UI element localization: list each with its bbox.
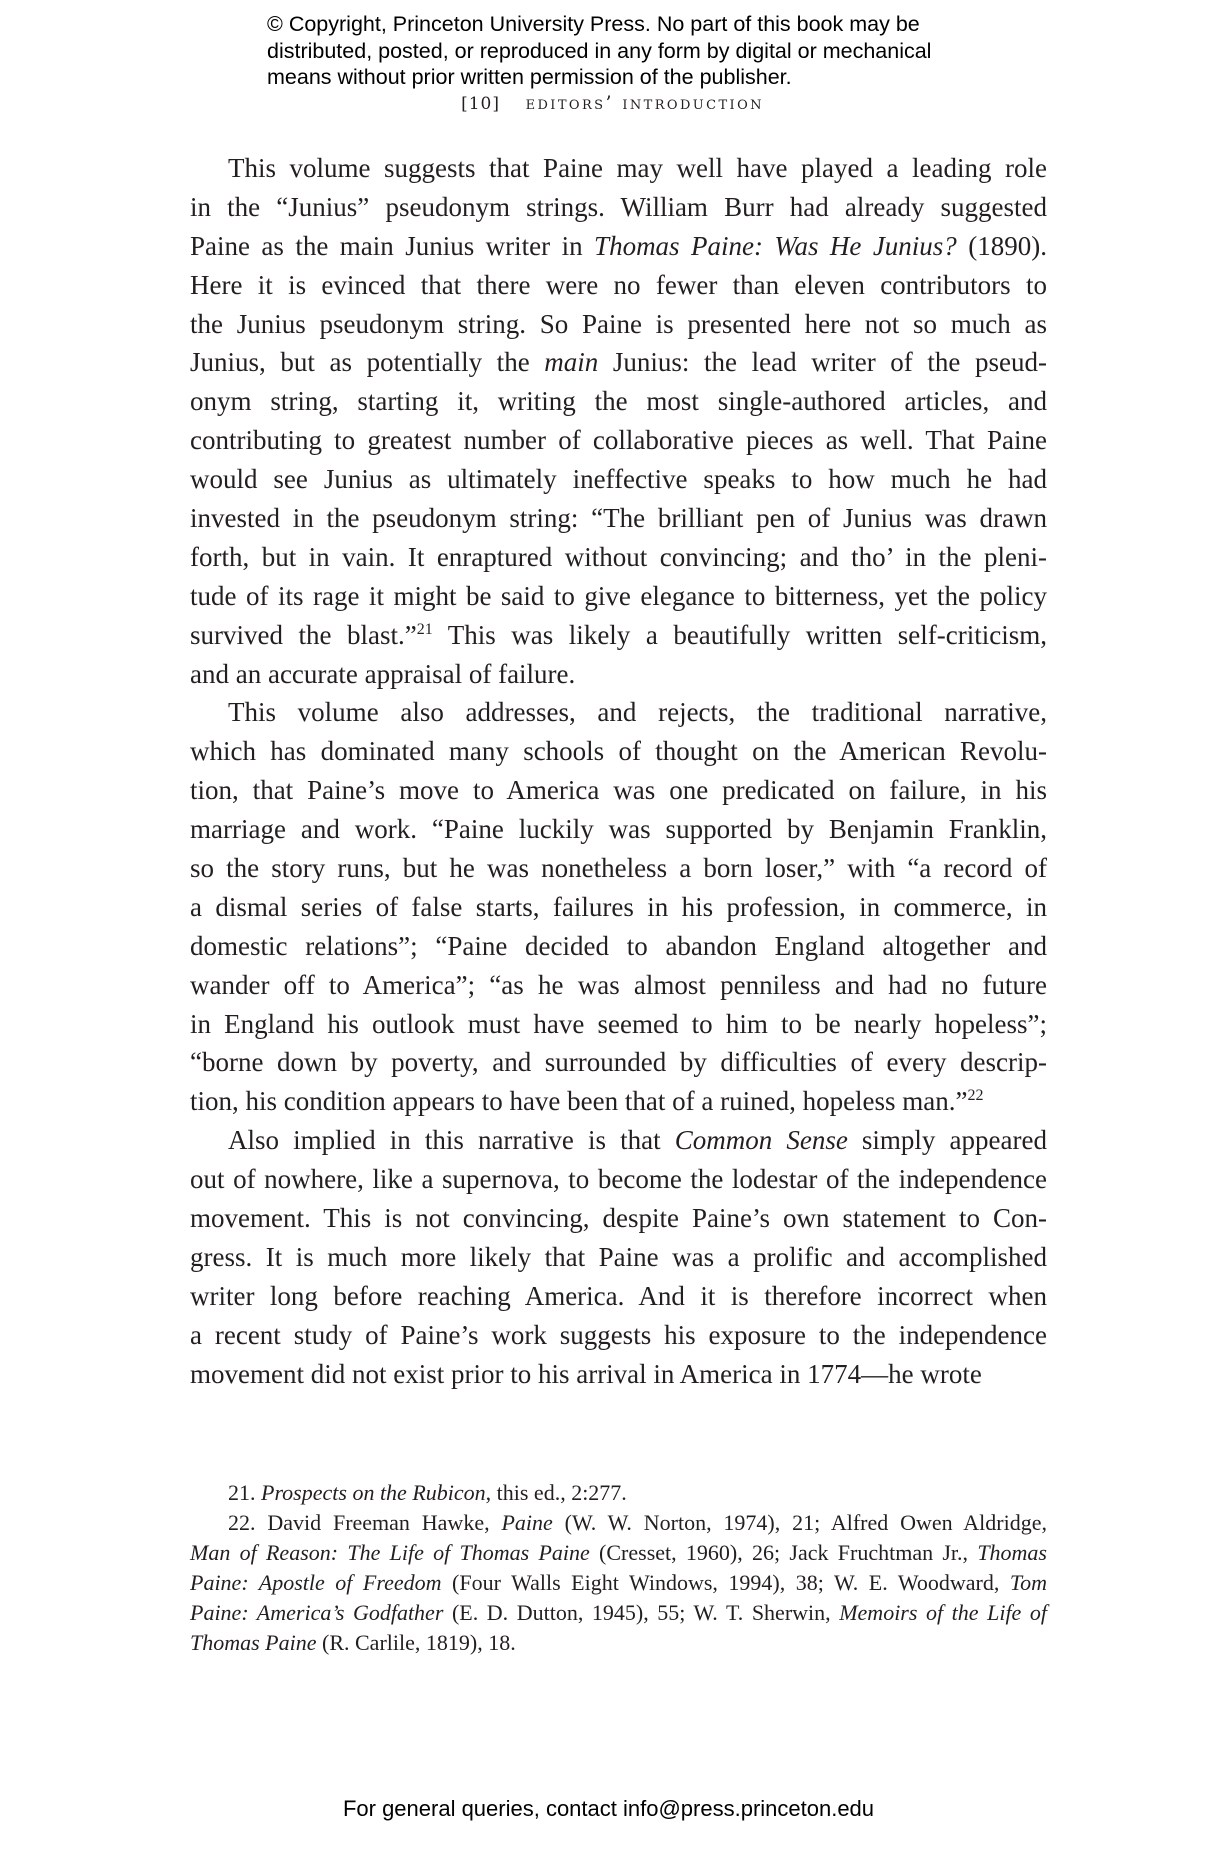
italic-title: Tom (1009, 1570, 1047, 1595)
text-line: This volume also addresses, and rejects, the traditional narrative, (228, 697, 1047, 728)
copyright-line: distributed, posted, or reproduced in any form by digital or mechanical (267, 38, 932, 63)
contact-text: For general queries, contact info@press.princeton.edu (342, 1796, 875, 1821)
text-line: “borne down by poverty, and surrounded by difficulties of every descrip- (190, 1047, 1047, 1078)
footnote-reference[interactable]: 22 (967, 1087, 984, 1105)
text-line: a dismal series of false starts, failures in his profession, in commerce, in (190, 891, 1047, 922)
footnote (190, 1478, 1047, 1508)
italic-title: Paine: America’s Godfather (190, 1600, 444, 1625)
footnote-number: 21. (228, 1480, 256, 1505)
text-line: and an accurate appraisal of failure. (190, 658, 576, 689)
footnote-line: Paine: Apostle of Freedom (Four Walls Eight Windows, 1994), 38; W. E. Woodward, Tom (190, 1570, 1047, 1595)
italic-title: Memoirs of the Life of (839, 1600, 1047, 1625)
text-line: invested in the pseudonym string: “The brilliant pen of Junius was drawn (190, 503, 1047, 534)
body-text (190, 149, 1047, 1394)
text-line: tion, that Paine’s move to America was one predicated on failure, in his (190, 775, 1047, 806)
text-line: a recent study of Paine’s work suggests his exposure to the independence (190, 1319, 1047, 1350)
footnote-number: 22. (228, 1510, 256, 1535)
text-line: tion, his condition appears to have been that of a ruined, hopeless man.”$^{22}$ (190, 1086, 984, 1117)
italic-title: Thomas Paine: Was He Junius? (594, 230, 957, 261)
italic-title: Man of Reason: The Life of Thomas Paine (190, 1540, 590, 1565)
italic-title: Thomas (977, 1540, 1047, 1565)
page-number: [10] (461, 94, 500, 114)
italic-title: main (544, 347, 599, 378)
text-line: in the “Junius” pseudonym strings. William Burr had already suggested (190, 191, 1047, 222)
text-line: would see Junius as ultimately ineffective speaks to how much he had (190, 464, 1047, 495)
footnote-reference[interactable]: 21 (416, 620, 433, 638)
footnote (190, 1508, 1047, 1658)
text-line: gress. It is much more likely that Paine was a prolific and accomplished (190, 1241, 1047, 1272)
paragraph (190, 149, 1047, 693)
text-line: movement did not exist prior to his arrival in America in 1774—he wrote (190, 1358, 982, 1389)
text-line: survived the blast.”$^{21}$ This was likely a beautifully written self-criticism, (190, 619, 1048, 650)
italic-title: Paine: Apostle of Freedom (190, 1570, 442, 1595)
text-line: onym string, starting it, writing the most single-authored articles, and (190, 386, 1047, 417)
running-head-title: editors’ introduction (525, 92, 764, 114)
footnote-line: 21. Prospects on the Rubicon, this ed., 2:277. (228, 1480, 627, 1505)
text-line: domestic relations”; “Paine decided to abandon England altogether and (190, 930, 1047, 961)
text-line: Here it is evinced that there were no fewer than eleven contributors to (190, 269, 1047, 300)
text-line: the Junius pseudonym string. So Paine is presented here not so much as (190, 308, 1047, 339)
text-line: which has dominated many schools of thought on the American Revolu- (190, 736, 1047, 767)
paragraph (190, 693, 1047, 1121)
footnote-line: Man of Reason: The Life of Thomas Paine (Cresset, 1960), 26; Jack Fruchtman Jr., Thomas (190, 1540, 1047, 1565)
text-line: out of nowhere, like a supernova, to become the lodestar of the independence (190, 1164, 1047, 1195)
text-line: Paine as the main Junius writer in Thomas Paine: Was He Junius? (1890). (190, 230, 1047, 261)
paragraph (190, 1121, 1047, 1393)
footnotes (190, 1478, 1047, 1658)
text-line: Also implied in this narrative is that Common Sense simply appeared (228, 1125, 1047, 1156)
copyright-line: © Copyright, Princeton University Press. No part of this book may be (267, 12, 920, 36)
text-line: movement. This is not convincing, despite Paine’s own statement to Con- (190, 1203, 1047, 1234)
text-line: forth, but in vain. It enraptured without convincing; and tho’ in the pleni- (190, 541, 1047, 572)
italic-title: Prospects on the Rubicon (261, 1480, 486, 1505)
footnote-line: Paine: America’s Godfather (E. D. Dutton, 1945), 55; W. T. Sherwin, Memoirs of the Life of (190, 1600, 1047, 1625)
footnote-line: Thomas Paine (R. Carlile, 1819), 18. (190, 1630, 516, 1655)
text-line: contributing to greatest number of collaborative pieces as well. That Paine (190, 425, 1047, 456)
text-line: marriage and work. “Paine luckily was supported by Benjamin Franklin, (190, 814, 1047, 845)
text-line: This volume suggests that Paine may well have played a leading role (228, 153, 1047, 183)
italic-title: Paine (501, 1510, 553, 1535)
text-line: tude of its rage it might be said to give elegance to bitterness, yet the policy (190, 580, 1047, 611)
text-line: Junius, but as potentially the main Junius: the lead writer of the pseud- (190, 347, 1047, 378)
footnote-line: 22. David Freeman Hawke, Paine (W. W. Norton, 1974), 21; Alfred Owen Aldridge, (228, 1510, 1047, 1535)
italic-title: Common Sense (674, 1125, 848, 1156)
text-line: wander off to America”; “as he was almost penniless and had no future (190, 969, 1047, 1000)
copyright-notice (267, 11, 987, 91)
italic-title: Thomas Paine (190, 1630, 317, 1655)
contact-footer (0, 1796, 1225, 1822)
text-line: in England his outlook must have seemed to him to be nearly hopeless”; (190, 1008, 1047, 1039)
text-line: so the story runs, but he was nonetheless a born loser,” with “a record of (190, 853, 1047, 884)
copyright-line: means without prior written permission of the publisher. (267, 65, 792, 89)
text-line: writer long before reaching America. And it is therefore incorrect when (190, 1280, 1047, 1311)
running-head (0, 92, 1225, 114)
